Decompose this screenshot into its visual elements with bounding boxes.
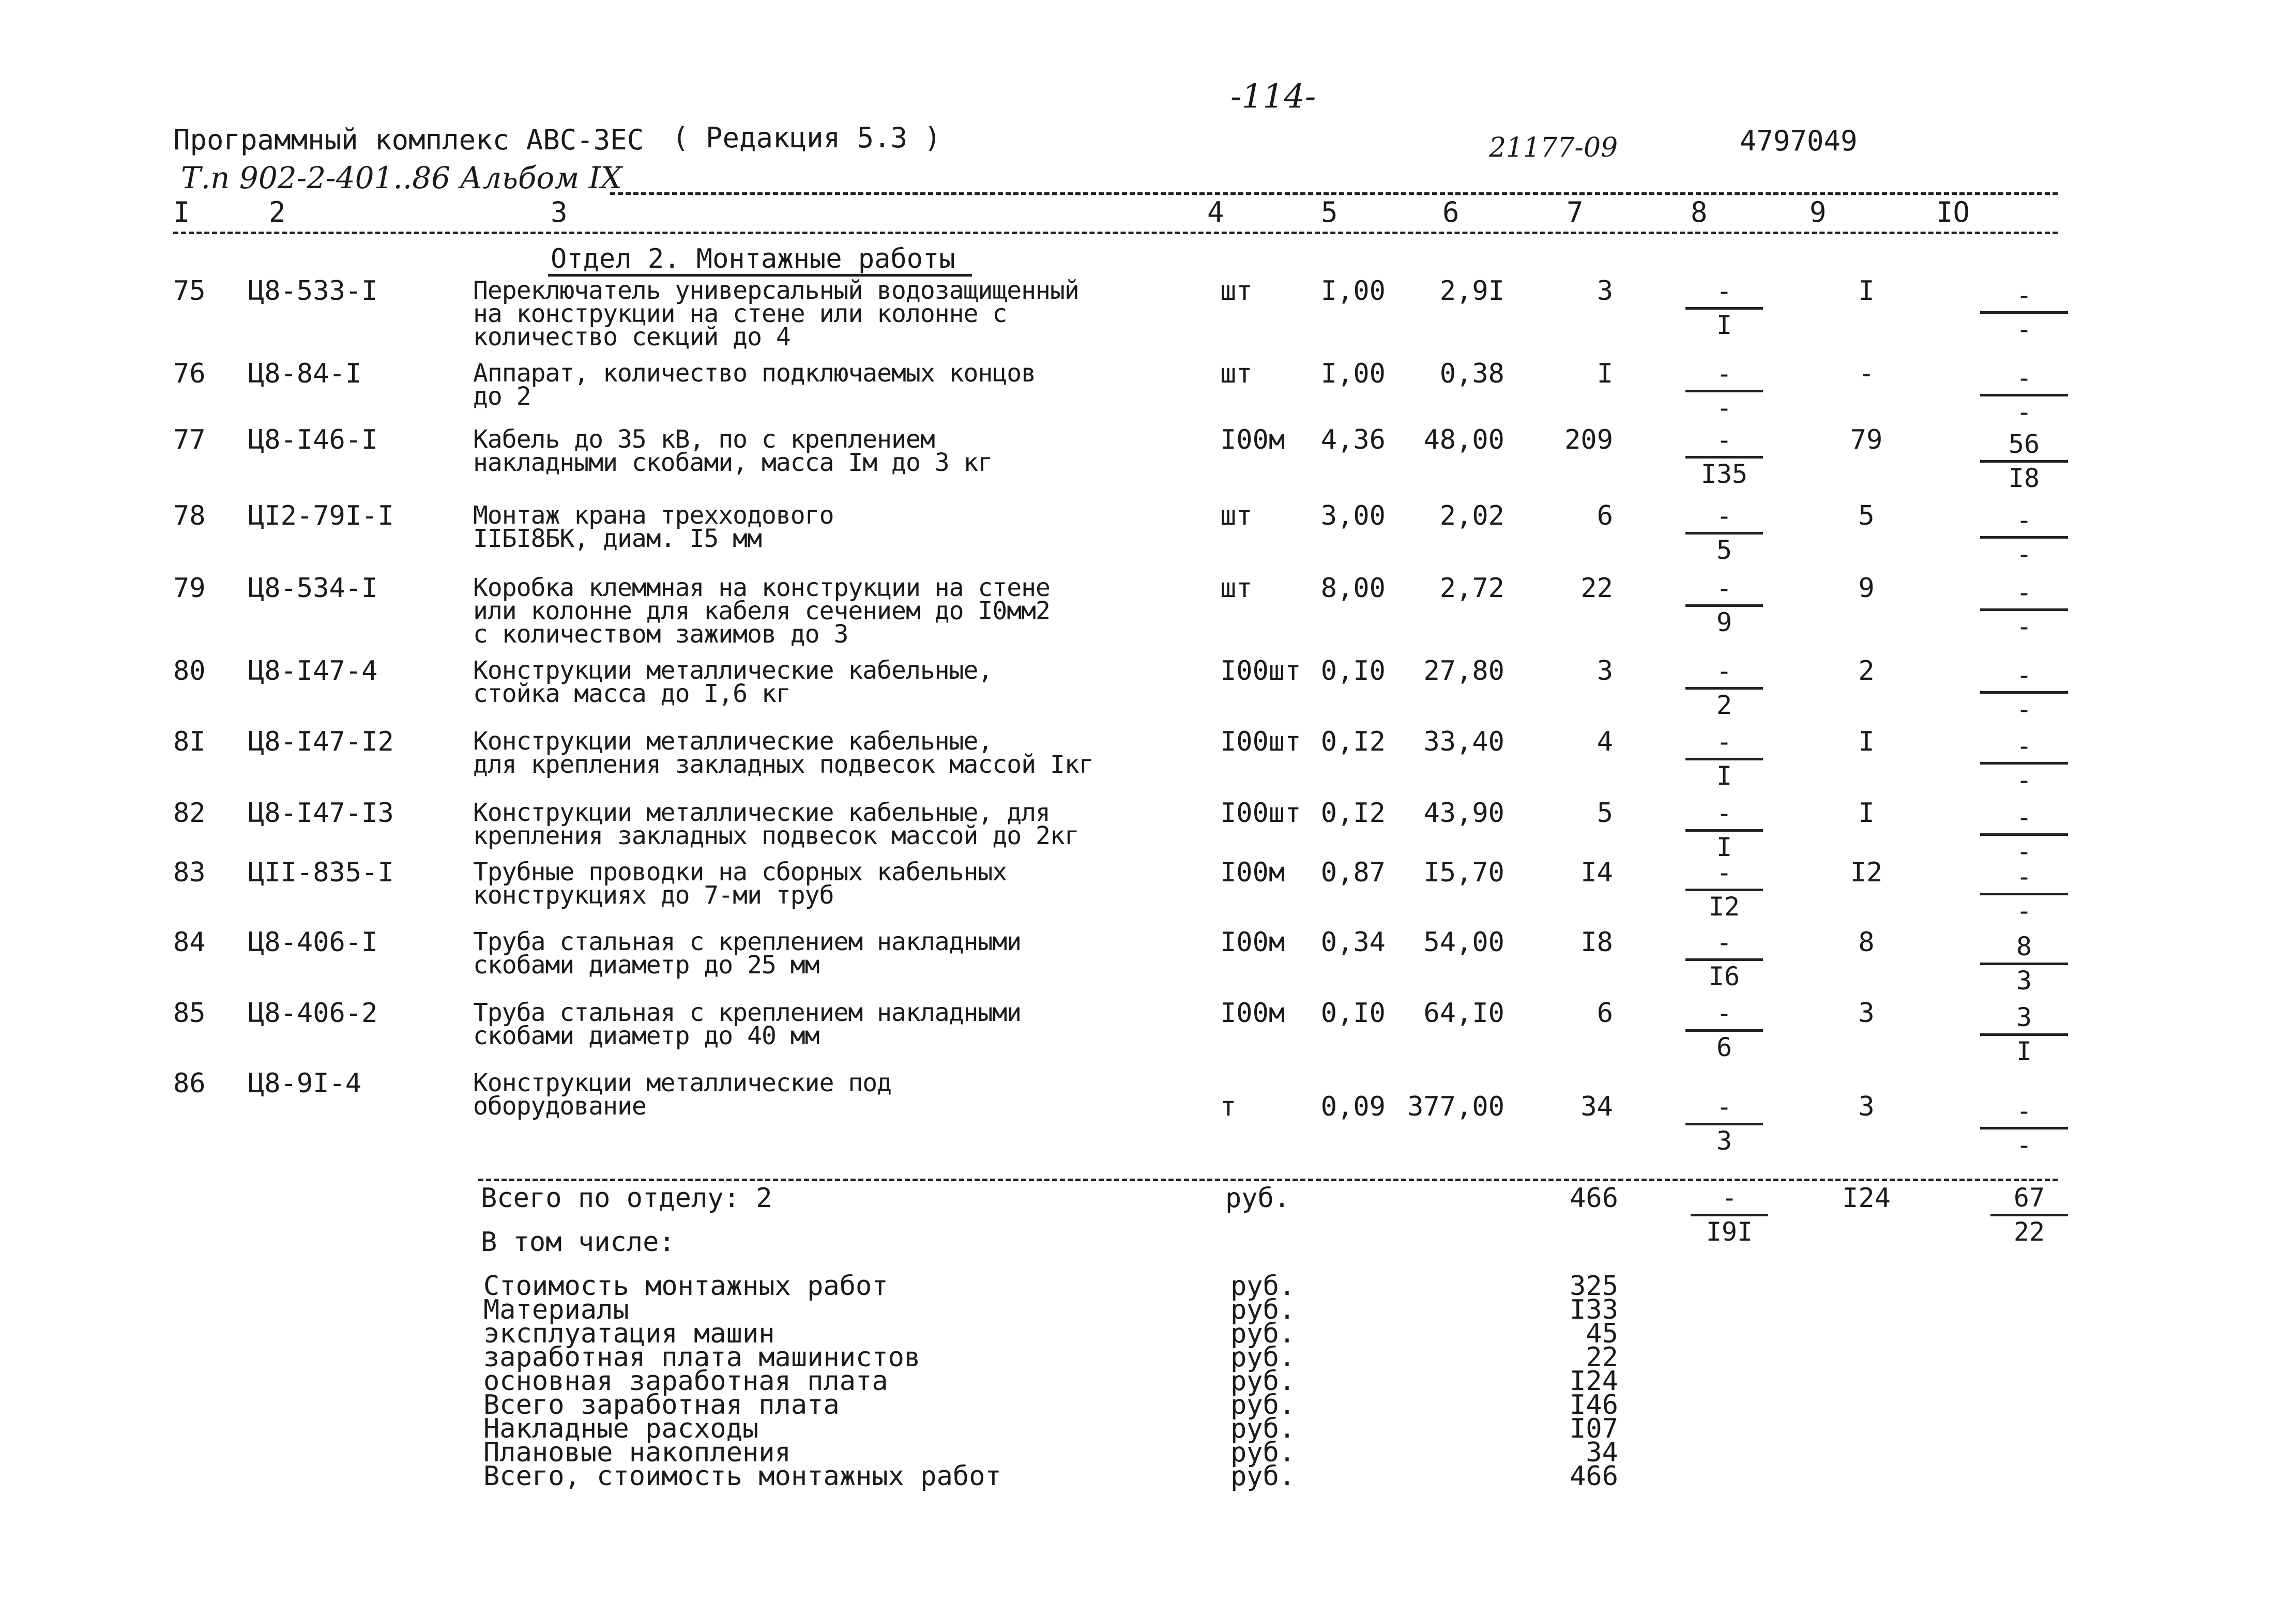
row-quantity: 0,09 (1320, 1091, 1386, 1122)
edition-label: ( Редакция 5.3 ) (672, 121, 941, 154)
page-number: -114- (1230, 78, 1316, 116)
row-col8-top: - (1716, 798, 1732, 828)
breakdown-value: 34 (1586, 1437, 1618, 1468)
including-label: В том числе: (481, 1227, 675, 1258)
row-unit-price: 43,90 (1423, 798, 1504, 829)
row-unit: I00шт (1220, 798, 1301, 829)
row-col8-top: - (1716, 998, 1732, 1028)
row-col10-bottom: - (2016, 765, 2032, 795)
row-description-line: с количеством зажимов до 3 (473, 620, 848, 649)
row-description-line: оборудование (473, 1092, 646, 1121)
breakdown-unit: руб. (1230, 1437, 1296, 1468)
row-number: 8I (173, 726, 206, 757)
row-col8-bottom: 9 (1716, 607, 1732, 637)
breakdown-unit: руб. (1230, 1461, 1296, 1492)
row-col10-bar (1980, 833, 2068, 836)
row-unit: I00м (1220, 927, 1285, 958)
row-col8-bar (1685, 456, 1763, 459)
row-col8-bar (1685, 829, 1763, 832)
row-col8-bar (1685, 687, 1763, 690)
row-total: 22 (1580, 573, 1613, 604)
row-unit-price: 377,00 (1407, 1091, 1504, 1122)
row-description-line: для крепления закладных подвесок массой Iкг (473, 750, 1093, 779)
row-col8-bottom: - (1716, 393, 1732, 423)
section-title: Отдел 2. Монтажные работы (551, 243, 955, 274)
row-col8-bottom: I2 (1708, 892, 1740, 922)
row-unit: т (1220, 1091, 1237, 1122)
row-code: Ц8-406-2 (248, 998, 378, 1029)
row-code: Ц8-I46-I (248, 424, 378, 455)
breakdown-value: I07 (1570, 1413, 1618, 1444)
row-col10-bar (1980, 963, 2068, 965)
row-description-line: Конструкции металлические кабельные, для (473, 798, 1050, 827)
row-col8-top: - (1716, 727, 1732, 757)
row-col9: I (1858, 276, 1875, 307)
row-unit-price: 2,72 (1439, 573, 1504, 604)
header-rule (610, 192, 2058, 195)
row-description-line: стойка масса до I,6 кг (473, 679, 790, 708)
row-number: 86 (173, 1068, 206, 1099)
column-number: 3 (551, 196, 568, 228)
row-description-line: скобами диаметр до 25 мм (473, 951, 819, 980)
row-col10-bottom: - (2016, 539, 2032, 569)
breakdown-label: основная заработная плата (483, 1366, 888, 1397)
row-code: ЦII-835-I (248, 857, 394, 888)
row-unit-price: 64,I0 (1423, 998, 1504, 1029)
breakdown-value: I24 (1570, 1366, 1618, 1397)
row-description-line: или колонне для кабеля сечением до I0мм2 (473, 597, 1050, 625)
row-unit: шт (1220, 573, 1253, 604)
row-number: 85 (173, 998, 206, 1029)
section-total-label: Всего по отделу: 2 (481, 1183, 772, 1214)
row-description-line: Коробка клеммная на конструкции на стене (473, 573, 1050, 602)
row-col10-bar (1980, 460, 2068, 463)
breakdown-unit: руб. (1230, 1318, 1296, 1349)
row-unit: шт (1220, 358, 1253, 389)
row-col10-bottom: - (2016, 314, 2032, 344)
breakdown-unit: руб. (1230, 1413, 1296, 1444)
breakdown-label: Всего, стоимость монтажных работ (483, 1461, 1001, 1492)
row-col8-top: - (1716, 359, 1732, 389)
row-number: 77 (173, 424, 206, 455)
row-col10-top: - (2016, 660, 2032, 690)
row-col8-bar (1685, 958, 1763, 961)
program-title: Программный комплекс АВС-3ЕС (173, 124, 644, 156)
row-col8-bar (1685, 758, 1763, 760)
row-number: 78 (173, 500, 206, 531)
row-col8-bottom: I (1716, 832, 1732, 862)
row-description-line: Труба стальная с креплением накладными (473, 998, 1022, 1027)
row-unit-price: 54,00 (1423, 927, 1504, 958)
row-description-line: Конструкции металлические кабельные, (473, 656, 993, 685)
row-col8-bottom: I (1716, 761, 1732, 791)
section-total-unit: руб. (1225, 1183, 1290, 1214)
row-total: I8 (1580, 927, 1613, 958)
breakdown-value: 45 (1586, 1318, 1618, 1349)
row-quantity: 0,I0 (1320, 655, 1386, 686)
row-quantity: I,00 (1320, 358, 1386, 389)
row-col10-top: - (2016, 577, 2032, 607)
breakdown-label: Материалы (483, 1294, 629, 1325)
row-code: Ц8-I47-4 (248, 655, 378, 686)
row-number: 76 (173, 358, 206, 389)
row-total: 6 (1596, 500, 1613, 531)
row-col10-bar (1980, 1033, 2068, 1036)
row-col10-bottom: - (2016, 612, 2032, 642)
row-col8-bar (1685, 604, 1763, 607)
row-col8-top: - (1716, 858, 1732, 888)
row-col8-top: - (1716, 573, 1732, 603)
row-description-line: Переключатель универсальный водозащищенный (473, 276, 1079, 305)
row-col8-top: - (1716, 276, 1732, 306)
row-col10-bottom: - (2016, 694, 2032, 724)
row-col9: 3 (1858, 998, 1875, 1029)
row-number: 80 (173, 655, 206, 686)
breakdown-value: I46 (1570, 1390, 1618, 1421)
row-description-line: IIБI8БК, диам. I5 мм (473, 524, 762, 553)
row-code: Ц8-I47-I2 (248, 726, 394, 757)
breakdown-unit: руб. (1230, 1366, 1296, 1397)
row-col8-bottom: 5 (1716, 535, 1732, 565)
row-total: 209 (1564, 424, 1613, 455)
row-col8-bottom: I (1716, 310, 1732, 340)
row-total: 3 (1596, 276, 1613, 307)
row-quantity: I,00 (1320, 276, 1386, 307)
row-col10-bar (1980, 762, 2068, 765)
doc-code: 21177-09 (1489, 132, 1618, 163)
row-quantity: 0,I0 (1320, 998, 1386, 1029)
row-description-line: Аппарат, количество подключаемых концов (473, 359, 1036, 388)
row-quantity: 4,36 (1320, 424, 1386, 455)
row-col10-bottom: - (2016, 896, 2032, 926)
row-code: ЦI2-79I-I (248, 500, 394, 531)
row-col9: 2 (1858, 655, 1875, 686)
row-col10-bar (1980, 536, 2068, 539)
breakdown-value: 22 (1586, 1342, 1618, 1373)
row-col10-bar (1980, 691, 2068, 694)
column-number: 9 (1810, 196, 1827, 228)
row-col8-bar (1685, 307, 1763, 310)
row-col8-bottom: 6 (1716, 1032, 1732, 1062)
column-number: I (173, 196, 190, 228)
row-total: 3 (1596, 655, 1613, 686)
breakdown-unit: руб. (1230, 1390, 1296, 1421)
row-description-line: Конструкции металлические под (473, 1069, 892, 1097)
breakdown-value: I33 (1570, 1294, 1618, 1325)
row-unit: шт (1220, 500, 1253, 531)
row-total: I4 (1580, 857, 1613, 888)
column-number: 6 (1442, 196, 1459, 228)
row-col8-bar (1685, 390, 1763, 392)
section-total-col9: I24 (1842, 1183, 1891, 1214)
breakdown-label: эксплуатация машин (483, 1318, 775, 1349)
row-col8-bar (1685, 532, 1763, 535)
row-col8-bottom: I6 (1708, 961, 1740, 991)
row-unit-price: 2,02 (1439, 500, 1504, 531)
row-col10-top: 56 (2008, 429, 2040, 459)
column-number: IO (1936, 196, 1970, 228)
row-description-line: скобами диаметр до 40 мм (473, 1021, 819, 1050)
row-col10-top: - (2016, 505, 2032, 535)
row-total: 5 (1596, 798, 1613, 829)
row-col10-top: - (2016, 280, 2032, 310)
row-description-line: крепления закладных подвесок массой до 2кг (473, 821, 1079, 850)
row-code: Ц8-I47-I3 (248, 798, 394, 829)
row-code: Ц8-84-I (248, 358, 362, 389)
row-col10-top: 3 (2016, 1002, 2032, 1032)
row-description-line: на конструкции на стене или колонне с (473, 299, 1007, 328)
row-col8-bottom: I35 (1700, 459, 1748, 489)
row-col10-bar (1980, 394, 2068, 396)
row-description-line: Трубные проводки на сборных кабельных (473, 858, 1007, 887)
row-description-line: Монтаж крана трехходового (473, 501, 834, 530)
row-total: I (1596, 358, 1613, 389)
row-quantity: 8,00 (1320, 573, 1386, 604)
row-quantity: 0,87 (1320, 857, 1386, 888)
breakdown-label: Накладные расходы (483, 1413, 759, 1444)
row-col10-top: - (2016, 731, 2032, 761)
breakdown-value: 325 (1570, 1271, 1618, 1302)
row-total: 34 (1580, 1091, 1613, 1122)
row-col9: 9 (1858, 573, 1875, 604)
row-description-line: Конструкции металлические кабельные, (473, 727, 993, 756)
column-number: 7 (1567, 196, 1584, 228)
row-quantity: 0,I2 (1320, 798, 1386, 829)
breakdown-label: Всего заработная плата (483, 1390, 840, 1421)
row-col8-top: - (1716, 656, 1732, 686)
row-code: Ц8-534-I (248, 573, 378, 604)
row-col9: I2 (1850, 857, 1883, 888)
row-code: Ц8-406-I (248, 927, 378, 958)
row-col8-bar (1685, 889, 1763, 891)
breakdown-value: 466 (1570, 1461, 1618, 1492)
row-number: 79 (173, 573, 206, 604)
row-unit: I00шт (1220, 726, 1301, 757)
breakdown-unit: руб. (1230, 1342, 1296, 1373)
row-col9: 5 (1858, 500, 1875, 531)
breakdown-label: Плановые накопления (483, 1437, 791, 1468)
row-col10-top: - (2016, 1096, 2032, 1126)
row-col8-bar (1685, 1123, 1763, 1125)
row-col8-top: - (1716, 927, 1732, 957)
row-col8-top: - (1716, 425, 1732, 455)
column-number: 4 (1207, 196, 1224, 228)
total-rule (478, 1179, 2058, 1181)
row-col10-top: - (2016, 862, 2032, 892)
row-unit: шт (1220, 276, 1253, 307)
row-unit-price: 48,00 (1423, 424, 1504, 455)
row-col10-bottom: - (2016, 397, 2032, 427)
row-unit-price: 27,80 (1423, 655, 1504, 686)
row-col9: 79 (1850, 424, 1883, 455)
row-col8-bar (1685, 1029, 1763, 1032)
row-number: 83 (173, 857, 206, 888)
row-total: 4 (1596, 726, 1613, 757)
row-description-line: Труба стальная с креплением накладными (473, 927, 1022, 956)
breakdown-unit: руб. (1230, 1271, 1296, 1302)
breakdown-label: заработная плата машинистов (483, 1342, 921, 1373)
row-description-line: количество секций до 4 (473, 323, 790, 352)
row-col10-bar (1980, 1127, 2068, 1129)
row-code: Ц8-9I-4 (248, 1068, 362, 1099)
project-reference: Т.п 902-2-401..86 Альбом IX (181, 160, 622, 195)
row-number: 82 (173, 798, 206, 829)
row-col10-bottom: - (2016, 836, 2032, 866)
doc-number: 4797049 (1740, 125, 1858, 157)
row-col10-bottom: I (2016, 1036, 2032, 1066)
row-quantity: 0,I2 (1320, 726, 1386, 757)
row-number: 84 (173, 927, 206, 958)
row-col10-bar (1980, 608, 2068, 611)
row-unit: I00шт (1220, 655, 1301, 686)
row-unit-price: 2,9I (1439, 276, 1504, 307)
row-number: 75 (173, 276, 206, 307)
breakdown-label: Стоимость монтажных работ (483, 1271, 888, 1302)
row-unit: I00м (1220, 998, 1285, 1029)
row-unit-price: 33,40 (1423, 726, 1504, 757)
row-description-line: конструкциях до 7-ми труб (473, 881, 834, 910)
row-col9: I (1858, 798, 1875, 829)
row-col10-top: 8 (2016, 932, 2032, 961)
row-col9: I (1858, 726, 1875, 757)
row-unit-price: I5,70 (1423, 857, 1504, 888)
row-col8-bottom: 3 (1716, 1126, 1732, 1156)
column-header-rule (173, 232, 2058, 234)
breakdown-unit: руб. (1230, 1294, 1296, 1325)
row-unit-price: 0,38 (1439, 358, 1504, 389)
section-total-value: 466 (1570, 1183, 1618, 1214)
row-col8-bottom: 2 (1716, 690, 1732, 720)
row-description-line: до 2 (473, 382, 531, 411)
column-number: 8 (1691, 196, 1708, 228)
row-col10-bottom: I8 (2008, 463, 2040, 493)
row-col10-bottom: - (2016, 1130, 2032, 1160)
row-col9: 8 (1858, 927, 1875, 958)
row-code: Ц8-533-I (248, 276, 378, 307)
row-col10-bar (1980, 311, 2068, 314)
row-unit: I00м (1220, 857, 1285, 888)
row-col9: - (1858, 358, 1875, 389)
row-description-line: накладными скобами, масса Iм до 3 кг (473, 448, 993, 477)
row-col10-top: - (2016, 802, 2032, 832)
row-col8-top: - (1716, 1092, 1732, 1122)
row-col8-top: - (1716, 501, 1732, 531)
row-quantity: 3,00 (1320, 500, 1386, 531)
row-total: 6 (1596, 998, 1613, 1029)
column-number: 2 (269, 196, 286, 228)
row-description-line: Кабель до 35 кВ, по с креплением (473, 425, 935, 454)
row-unit: I00м (1220, 424, 1285, 455)
row-col10-bottom: 3 (2016, 966, 2032, 996)
row-quantity: 0,34 (1320, 927, 1386, 958)
row-col10-top: - (2016, 363, 2032, 393)
column-number: 5 (1321, 196, 1338, 228)
row-col10-bar (1980, 893, 2068, 895)
row-col9: 3 (1858, 1091, 1875, 1122)
